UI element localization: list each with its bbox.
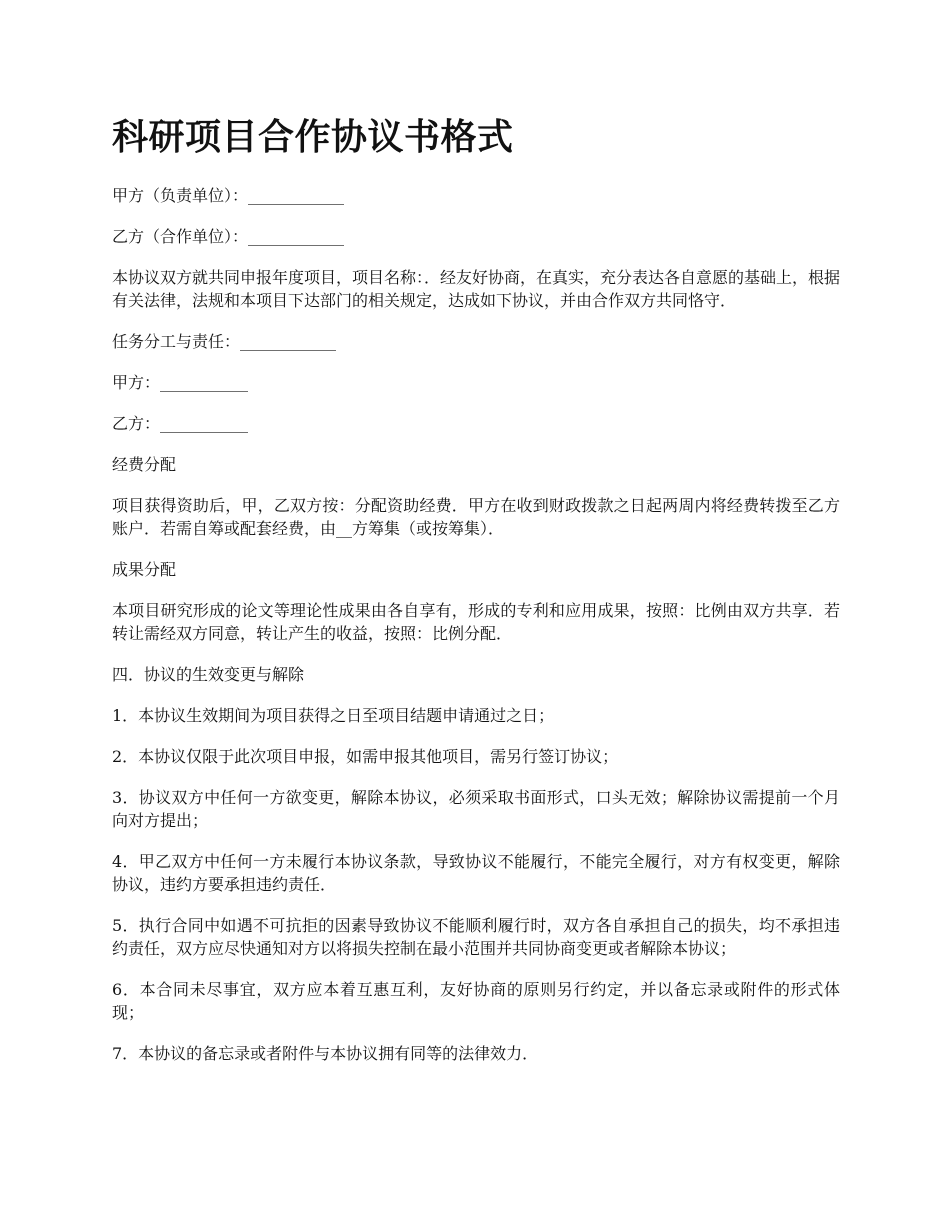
clause-1: 1．本协议生效期间为项目获得之日至项目结题申请通过之日； [112, 706, 555, 725]
section-four-heading: 四．协议的生效变更与解除 [112, 665, 305, 684]
document-title: 科研项目合作协议书格式 [112, 117, 514, 158]
results-paragraph: 本项目研究形成的论文等理论性成果由各自享有，形成的专利和应用成果，按照：比例由双方共享．若转让需经双方同意，转让产生的收益，按照：比例分配． [112, 601, 840, 643]
party-b-task-line: 乙方：___________ [112, 414, 249, 433]
party-b-unit-line: 乙方（合作单位）：____________ [112, 227, 345, 246]
funding-paragraph: 项目获得资助后，甲，乙双方按：分配资助经费．甲方在收到财政拨款之日起两周内将经费转拨至乙方账户．若需自筹或配套经费，由__方筹集（或按筹集）． [112, 496, 840, 538]
results-heading: 成果分配 [112, 560, 177, 579]
clause-6: 6．本合同未尽事宜，双方应本着互惠互利，友好协商的原则另行约定，并以备忘录或附件的形式体现； [112, 980, 840, 1022]
clause-7: 7．本协议的备忘录或者附件与本协议拥有同等的法律效力． [112, 1044, 539, 1063]
task-division-line: 任务分工与责任：____________ [112, 332, 337, 351]
party-a-task-line: 甲方：___________ [112, 373, 249, 392]
clause-2: 2．本协议仅限于此次项目申报，如需申报其他项目，需另行签订协议； [112, 747, 619, 766]
party-a-unit-line: 甲方（负责单位）：____________ [112, 186, 345, 205]
clause-4: 4．甲乙双方中任何一方未履行本协议条款，导致协议不能履行，不能完全履行，对方有权变更，解除协议，违约方要承担违约责任． [112, 852, 840, 894]
document-page [112, 112, 840, 1083]
clause-3: 3．协议双方中任何一方欲变更，解除本协议，必须采取书面形式，口头无效；解除协议需提前一个月向对方提出； [112, 788, 840, 830]
agreement-intro-paragraph: 本协议双方就共同申报年度项目，项目名称：．经友好协商，在真实，充分表达各自意愿的基础上，根据有关法律，法规和本项目下达部门的相关规定，达成如下协议，并由合作双方共同恪守． [112, 268, 841, 310]
clause-5: 5．执行合同中如遇不可抗拒的因素导致协议不能顺利履行时，双方各自承担自己的损失，均不承担违约责任，双方应尽快通知对方以将损失控制在最小范围并共同协商变更或者解除本协议； [112, 916, 840, 958]
funding-heading: 经费分配 [112, 455, 177, 474]
